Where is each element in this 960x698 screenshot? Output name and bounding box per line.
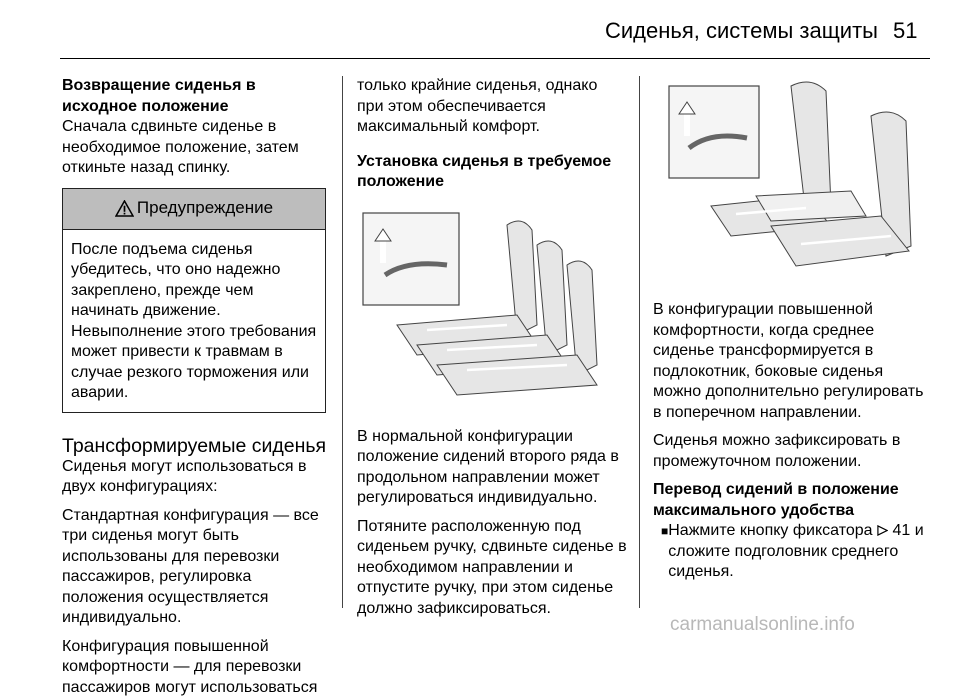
warning-triangle-icon (115, 200, 134, 217)
warning-box (62, 188, 326, 413)
seat-sliding-illustration (357, 205, 621, 417)
section-heading: Установка сиденья в требуемое положение (357, 152, 627, 193)
bullet-square-icon: ■ (661, 521, 668, 583)
section-heading: Возвращение сиденья в исходное положение (62, 76, 328, 117)
column-1 (62, 76, 328, 698)
warning-title: Предупреждение (137, 198, 273, 219)
paragraph: только крайние сиденья, однако при этом обеспечивается максимальный комфорт. (357, 76, 627, 138)
page-reference-link[interactable]: 41 (892, 522, 910, 539)
bullet-item (653, 521, 925, 583)
bullet-text: Нажмите кнопку фиксатора 41 и сложите подголовник среднего сиденья. (668, 521, 925, 583)
page-header (0, 0, 960, 62)
section-heading: Перевод сидений в положение максимального удобства (653, 480, 925, 521)
section-title: Трансформируемые сиденья (62, 435, 328, 457)
warning-header (63, 189, 325, 230)
watermark: carmanualsonline.info (670, 614, 855, 636)
column-divider (639, 76, 640, 608)
page-title: Сиденья, системы защиты (0, 18, 878, 44)
column-divider (342, 76, 343, 608)
paragraph: Конфигурация повышенной комфортности — для перевозки пассажиров могут использоваться (62, 637, 328, 698)
column-2 (357, 76, 627, 619)
triangle-ref-icon (877, 525, 888, 536)
paragraph: В нормальной конфигурации положение сидений второго ряда в продольном направлении может регулироваться индивидуально. (357, 427, 627, 509)
comfort-configuration-illustration (661, 76, 925, 286)
paragraph: Потяните расположенную под сиденьем ручку, сдвиньте сиденье в необходимом направлении и отпустите ручку, при этом сиденье должно зафиксироваться. (357, 517, 627, 620)
column-3 (653, 76, 925, 583)
paragraph: В конфигурации повышенной комфортности, когда среднее сиденье трансформируется в подлокотник, боковые сиденья можно дополнительно регулировать в поперечном направлении. (653, 300, 925, 423)
paragraph: Сиденья можно зафиксировать в промежуточном положении. (653, 431, 925, 472)
paragraph: Сначала сдвиньте сиденье в необходимое положение, затем откиньте назад спинку. (62, 117, 328, 179)
page-number: 51 (893, 18, 917, 44)
header-divider (60, 58, 930, 59)
warning-text: После подъема сиденья убедитесь, что оно надежно закреплено, прежде чем начинать движение. Невыполнение этого требования может привести к травмам в случае резкого торможения или аварии. (63, 230, 325, 412)
paragraph: Стандартная конфигурация — все три сиденья могут быть использованы для перевозки пассажиров, регулировка положения осуществляется индивидуально. (62, 506, 328, 629)
paragraph: Сиденья могут использоваться в двух конфигурациях: (62, 457, 328, 498)
